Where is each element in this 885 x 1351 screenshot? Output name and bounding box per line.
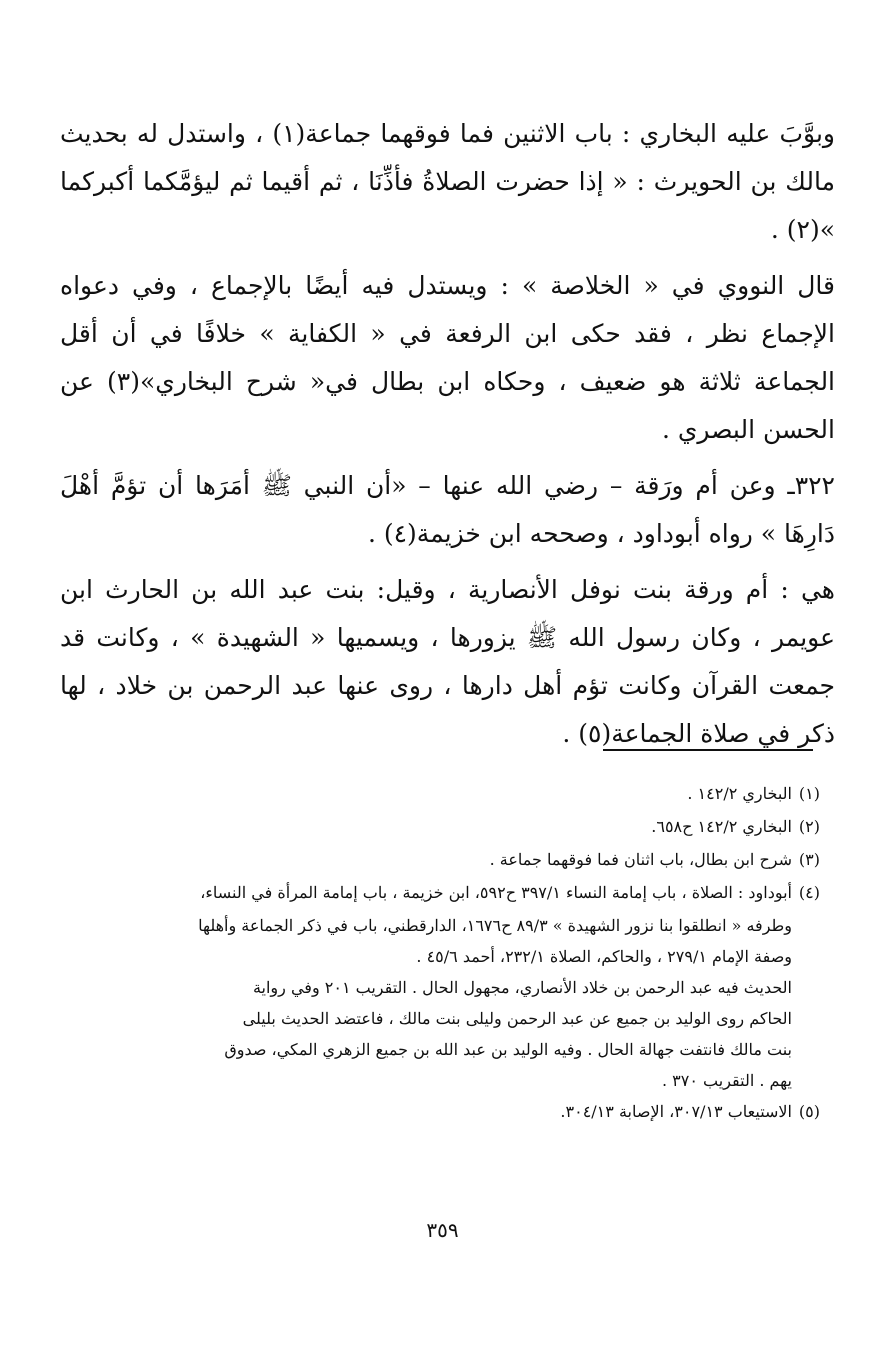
footnote-number: (١) — [798, 784, 820, 803]
paragraph-hadith-322: ٣٢٢ـ وعن أم ورَقة – رضي الله عنها – «أن النبي ﷺ أمَرَها أن تؤمَّ أهْلَ دَارِهَا » رواه أبوداود ، وصححه ابن خزيمة(٤) . — [60, 471, 835, 548]
footnote-4-line: بنت مالك فانتفت جهالة الحال . وفيه الوليد بن عبد الله بن جميع الزهري المكي، صدوق — [224, 1040, 792, 1059]
footnote-text: شرح ابن بطال، باب اثنان فما فوقهما جماعة . — [489, 850, 792, 869]
footnote-number: (٢) — [798, 817, 820, 836]
main-text — [60, 110, 835, 766]
footnote-4-line: الحديث فيه عبد الرحمن بن خلاد الأنصاري، مجهول الحال . التقريب ٢٠١ وفي رواية — [252, 978, 792, 997]
footnote-3 — [60, 844, 820, 875]
footnote-5 — [60, 1096, 820, 1127]
paragraph-2: قال النووي في « الخلاصة » : ويستدل فيه أيضًا بالإجماع ، وفي دعواه الإجماع نظر ، فقد حكى ابن الرفعة في « الكفاية » خلافًا في أن أقل الجماعة ثلاثة هو ضعيف ، وحكاه ابن بطال في« شرح البخاري»(٣) عن الحسن البصري . — [60, 271, 836, 444]
footnote-4 — [60, 877, 820, 908]
footnote-2 — [60, 811, 820, 842]
footnote-text: الاستيعاب ٣٠٧/١٣، الإصابة ٣٠٤/١٣. — [560, 1102, 792, 1121]
footnote-4-line: وصفة الإمام ٢٧٩/١ ، والحاكم، الصلاة ٢٣٢/١، أحمد ٤٥/٦ . — [416, 947, 792, 966]
paragraph-biography: هي : أم ورقة بنت نوفل الأنصارية ، وقيل: بنت عبد الله بن الحارث ابن عويمر ، وكان رسول الله ﷺ يزورها ، ويسميها « الشهيدة » ، وكانت قد جمعت القرآن وكانت تؤم أهل دارها ، روى عنها عبد الرحمن بن خلاد ، لها ذكر في صلاة الجماعة(٥) . — [60, 575, 835, 748]
footnote-4-line: الحاكم روى الوليد بن جميع عن عبد الرحمن وليلى بنت مالك ، فاعتضد الحديث بليلى — [242, 1009, 792, 1028]
footnote-text: البخاري ١٤٢/٢ ح٦٥٨. — [651, 817, 792, 836]
footnote-divider — [603, 749, 813, 751]
footnote-number: (٣) — [798, 850, 820, 869]
footnote-4-line: يهم . التقريب ٣٧٠ . — [661, 1071, 792, 1090]
footnote-4-line: وطرفه « انطلقوا بنا نزور الشهيدة » ٨٩/٣ ح١٦٧٦، الدارقطني، باب في ذكر الجماعة وأهلها — [198, 916, 792, 935]
footnote-number: (٥) — [798, 1102, 820, 1121]
paragraph-1: وبوَّبَ عليه البخاري : باب الاثنين فما فوقهما جماعة(١) ، واستدل له بحديث مالك بن الحويرث : « إذا حضرت الصلاةُ فأذِّنَا ، ثم أقيما ثم ليؤمَّكما أكبركما »(٢) . — [60, 119, 835, 244]
footnote-1 — [60, 778, 820, 809]
footnote-text: أبوداود : الصلاة ، باب إمامة النساء ٣٩٧/١ ح٥٩٢، ابن خزيمة ، باب إمامة المرأة في النساء، — [200, 883, 792, 902]
footnote-number: (٤) — [798, 883, 820, 902]
footnote-text: البخاري ١٤٢/٢ . — [687, 784, 792, 803]
page-number: ٣٥٩ — [426, 1218, 459, 1242]
footnotes — [60, 778, 820, 1129]
